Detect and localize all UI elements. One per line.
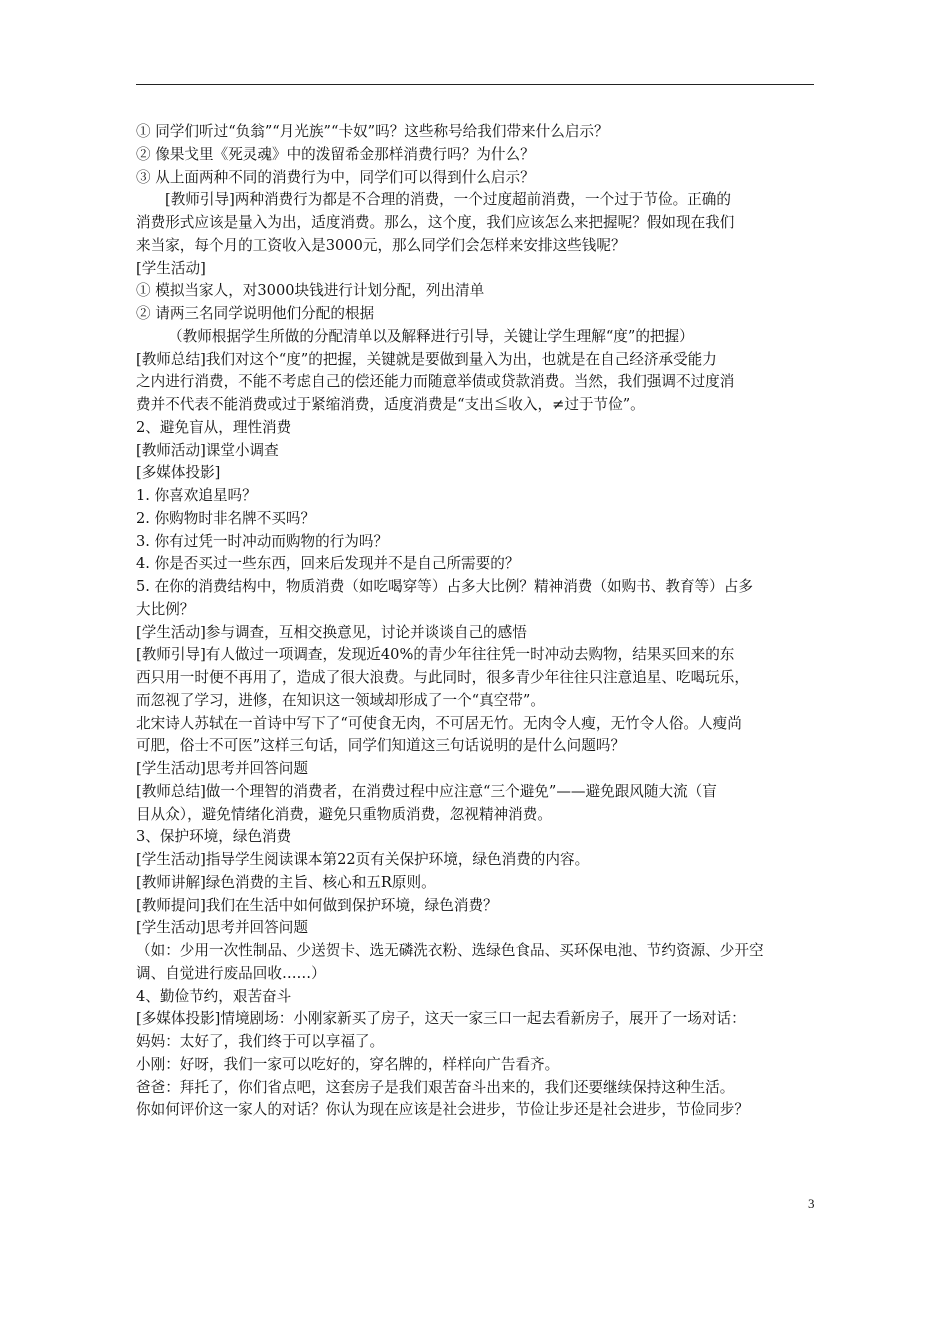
text-line: ② 请两三名同学说明他们分配的根据 (136, 305, 375, 322)
list-item: 2. 你购物时非名牌不买吗？ (136, 509, 316, 527)
text-line: [学生活动] (136, 259, 206, 277)
text-line: 消费形式应该是量入为出，适度消费。那么，这个度，我们应该怎么来把握呢？假如现在我们 (136, 214, 735, 231)
text-line: [学生活动]参与调查，互相交换意见，讨论并谈谈自己的感悟 (136, 623, 527, 641)
text-line: 北宋诗人苏轼在一首诗中写下了“可使食无肉，不可居无竹。无肉令人瘦，无竹令人俗。人瘦尚 (136, 714, 742, 732)
text-line: 西只用一时便不再用了，造成了很大浪费。与此同时，很多青少年往往只注意追星、吃喝玩乐， (136, 669, 749, 686)
text-line: （如：少用一次性制品、少送贺卡、选无磷洗衣粉、选绿色食品、买环保电池、节约资源、少开空 (136, 942, 764, 959)
dialogue-line: 妈妈：太好了，我们终于可以享福了。 (136, 1033, 385, 1050)
text-line: ① 同学们听过“负翁”“月光族”“卡奴”吗？这些称号给我们带来什么启示？ (136, 123, 609, 140)
text-line: 可肥，俗士不可医”这样三句话，同学们知道这三句话说明的是什么问题吗？ (136, 737, 626, 755)
page-number: 3 (808, 1196, 815, 1211)
text-line: [学生活动]思考并回答问题 (136, 919, 308, 937)
text-line: 来当家，每个月的工资收入是3000元，那么同学们会怎样来安排这些钱呢？ (136, 236, 626, 254)
text-line: 目从众），避免情绪化消费，避免只重物质消费，忽视精神消费。 (136, 805, 552, 823)
list-item: 1. 你喜欢追星吗？ (136, 487, 257, 504)
list-item: 5. 在你的消费结构中，物质消费（如吃喝穿等）占多大比例？精神消费（如购书、教育等）占多 (136, 578, 753, 595)
text-line: [学生活动]指导学生阅读课本第22页有关保护环境，绿色消费的内容。 (136, 851, 590, 868)
text-line: 调、自觉进行废品回收……） (136, 964, 326, 982)
text-line: [教师引导]两种消费行为都是不合理的消费，一个过度超前消费，一个过于节俭。正确的 (165, 191, 731, 209)
text-line: [教师活动]课堂小调查 (136, 441, 279, 459)
text-line: [教师总结]我们对这个“度”的把握，关键就是要做到量入为出，也就是在自己经济承受能力 (136, 350, 717, 368)
text-line: [教师讲解]绿色消费的主旨、核心和五R原则。 (136, 873, 436, 891)
text-line: [多媒体投影] (136, 464, 221, 482)
section-heading: 4、勤俭节约，艰苦奋斗 (136, 987, 292, 1005)
section-heading: 2、避免盲从，理性消费 (136, 418, 292, 436)
text-line: ② 像果戈里《死灵魂》中的泼留希金那样消费行吗？为什么？ (136, 145, 535, 163)
text-line: （教师根据学生所做的分配清单以及解释进行引导，关键让学生理解“度”的把握） (168, 327, 694, 345)
text-line: 费并不代表不能消费或过于紧缩消费，适度消费是“支出≦收入，≠过于节俭”。 (136, 396, 645, 413)
text-line: [学生活动]思考并回答问题 (136, 760, 308, 777)
list-item: 3. 你有过凭一时冲动而购物的行为吗？ (136, 532, 389, 550)
section-heading: 3、保护环境，绿色消费 (136, 828, 292, 846)
header-rule (136, 84, 814, 85)
text-line: ③ 从上面两种不同的消费行为中，同学们可以得到什么启示？ (136, 168, 535, 186)
dialogue-line: 爸爸：拜托了，你们省点吧，这套房子是我们艰苦奋斗出来的，我们还要继续保持这种生活。 (136, 1078, 735, 1096)
document-body (136, 121, 818, 1122)
list-item: 4. 你是否买过一些东西，回来后发现并不是自己所需要的？ (136, 555, 520, 573)
text-line: 你如何评价这一家人的对话？你认为现在应该是社会进步，节俭让步还是社会进步，节俭同步？ (136, 1101, 749, 1119)
text-line: [教师总结]做一个理智的消费者，在消费过程中应注意“三个避免”——避免跟风随大流（盲 (136, 782, 717, 800)
text-line: 之内进行消费，不能不考虑自己的偿还能力而随意举债或贷款消费。当然，我们强调不过度消 (136, 373, 735, 391)
text-line: 而忽视了学习，进修，在知识这一领域却形成了一个“真空带”。 (136, 691, 545, 709)
text-line: [多媒体投影]情境剧场：小刚家新买了房子，这天一家三口一起去看新房子，展开了一场对话： (136, 1010, 746, 1028)
text-line: [教师引导]有人做过一项调查，发现近40%的青少年往往凭一时冲动去购物，结果买回来的东 (136, 646, 735, 664)
text-line: ① 模拟当家人，对3000块钱进行计划分配，列出清单 (136, 282, 485, 300)
dialogue-line: 小刚：好呀，我们一家可以吃好的，穿名牌的，样样向广告看齐。 (136, 1055, 560, 1073)
text-line: 大比例？ (136, 600, 195, 618)
text-line: [教师提问]我们在生活中如何做到保护环境，绿色消费？ (136, 896, 498, 914)
